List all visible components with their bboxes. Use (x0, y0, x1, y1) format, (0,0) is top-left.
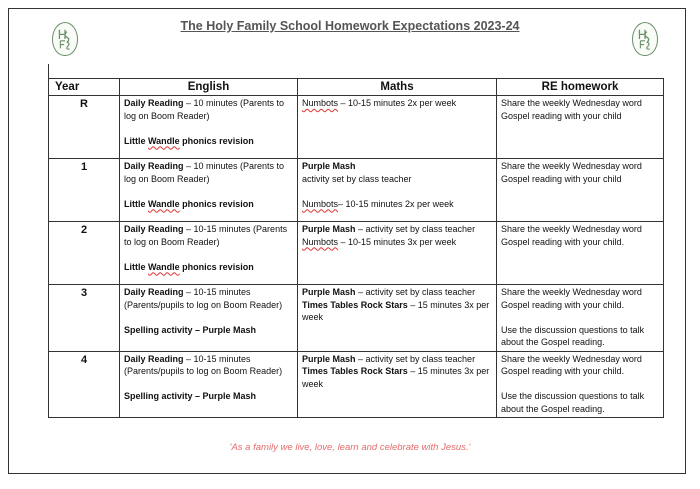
activity-detail: Share the weekly Wednesday word Gospel reading with your child. (501, 287, 642, 310)
activity-name: Purple Mash (302, 161, 356, 171)
cell-line (124, 286, 293, 311)
maths-cell (298, 159, 497, 222)
header-year: Year (49, 79, 120, 96)
margin-line (48, 64, 49, 78)
activity-detail: – 10-15 minutes (Parents/pupils to log on Boom Reader) (124, 287, 283, 310)
activity-name: Daily Reading (124, 98, 184, 108)
activity-name: Spelling activity – Purple Mash (124, 391, 257, 401)
english-cell (120, 159, 298, 222)
cell-line (302, 97, 492, 110)
homework-table (48, 78, 664, 418)
re-cell (497, 285, 664, 352)
activity-name: Daily Reading (124, 353, 184, 364)
activity-name: Little Wandle phonics revision (124, 261, 254, 272)
activity-detail: Share the weekly Wednesday word Gospel reading with your child (501, 161, 642, 184)
cell-line (302, 236, 492, 249)
activity-detail: Share the weekly Wednesday word Gospel reading with your child. (501, 353, 642, 376)
english-cell (120, 285, 298, 352)
activity-name: Daily Reading (124, 287, 184, 297)
document-title: The Holy Family School Homework Expectations 2023-24 (180, 19, 520, 33)
activity-name: Daily Reading (124, 161, 184, 171)
cell-line (302, 353, 492, 366)
maths-cell (298, 285, 497, 352)
cell-line (124, 353, 293, 378)
activity-detail: – 15 minutes 3x per week (302, 366, 490, 389)
activity-name: Purple Mash (302, 353, 356, 364)
cell-line (501, 223, 659, 248)
cell-line (124, 223, 293, 248)
cell-line (124, 261, 293, 274)
cell-line (124, 324, 293, 337)
activity-detail: Use the discussion questions to talk about the Gospel reading. (501, 391, 645, 414)
activity-name: Spelling activity – Purple Mash (124, 324, 257, 335)
cell-line (302, 173, 492, 186)
cell-line (501, 160, 659, 185)
cell-line (302, 223, 492, 236)
year-cell: 3 (49, 285, 120, 352)
activity-detail: – 10-15 minutes (Parents/pupils to log on Boom Reader) (124, 353, 283, 376)
cell-line (501, 286, 659, 311)
activity-detail: – activity set by class teacher (355, 287, 476, 297)
header-re: RE homework (497, 79, 664, 96)
activity-name: Daily Reading (124, 224, 184, 234)
cell-line (501, 324, 659, 349)
table-header-row (49, 79, 664, 96)
maths-cell (298, 351, 497, 418)
cell-line (501, 390, 659, 415)
re-cell (497, 351, 664, 418)
activity-detail: Numbots – 10-15 minutes 3x per week (302, 236, 457, 247)
year-cell: 2 (49, 222, 120, 285)
activity-detail: Numbots– 10-15 minutes 2x per week (302, 198, 454, 209)
activity-detail: Use the discussion questions to talk about the Gospel reading. (501, 324, 645, 347)
activity-detail: – 10 minutes (Parents to log on Boom Reader) (124, 98, 285, 121)
activity-name: Purple Mash (302, 224, 356, 234)
header-english: English (120, 79, 298, 96)
cell-line (302, 299, 492, 324)
activity-detail: – activity set by class teacher (355, 224, 476, 234)
english-cell (120, 222, 298, 285)
cell-line (501, 353, 659, 378)
cell-line (501, 97, 659, 122)
header-maths: Maths (298, 79, 497, 96)
activity-detail: – 15 minutes 3x per week (302, 299, 490, 322)
table-row (49, 96, 664, 159)
activity-detail: Numbots – 10-15 minutes 2x per week (302, 98, 457, 108)
activity-detail: Share the weekly Wednesday word Gospel reading with your child (501, 98, 642, 121)
cell-line (302, 198, 492, 211)
english-cell (120, 351, 298, 418)
cell-line (124, 198, 293, 211)
maths-cell (298, 96, 497, 159)
cell-line (302, 160, 492, 173)
table-row (49, 159, 664, 222)
re-cell (497, 96, 664, 159)
year-cell: 4 (49, 351, 120, 418)
year-cell: 1 (49, 159, 120, 222)
activity-name: Times Tables Rock Stars (302, 366, 408, 376)
activity-detail: – 10 minutes (Parents to log on Boom Reader) (124, 161, 285, 184)
activity-detail: – 10-15 minutes (Parents to log on Boom Reader) (124, 224, 288, 247)
activity-name: Little Wandle phonics revision (124, 135, 254, 146)
year-cell: R (49, 96, 120, 159)
maths-cell (298, 222, 497, 285)
re-cell (497, 159, 664, 222)
table-row (49, 285, 664, 352)
activity-detail: – activity set by class teacher (355, 353, 476, 364)
cell-line (124, 390, 293, 403)
cell-line (124, 97, 293, 122)
cell-line (302, 286, 492, 299)
cell-line (124, 160, 293, 185)
cell-line (124, 135, 293, 148)
table-row (49, 222, 664, 285)
activity-name: Little Wandle phonics revision (124, 198, 254, 209)
re-cell (497, 222, 664, 285)
school-motto: 'As a family we live, love, learn and celebrate with Jesus.' (229, 442, 471, 453)
activity-detail: activity set by class teacher (302, 173, 412, 184)
activity-name: Times Tables Rock Stars (302, 299, 408, 310)
english-cell (120, 96, 298, 159)
cell-line (302, 365, 492, 390)
activity-detail: Share the weekly Wednesday word Gospel reading with your child. (501, 224, 642, 247)
table-row (49, 351, 664, 418)
activity-name: Purple Mash (302, 287, 356, 297)
